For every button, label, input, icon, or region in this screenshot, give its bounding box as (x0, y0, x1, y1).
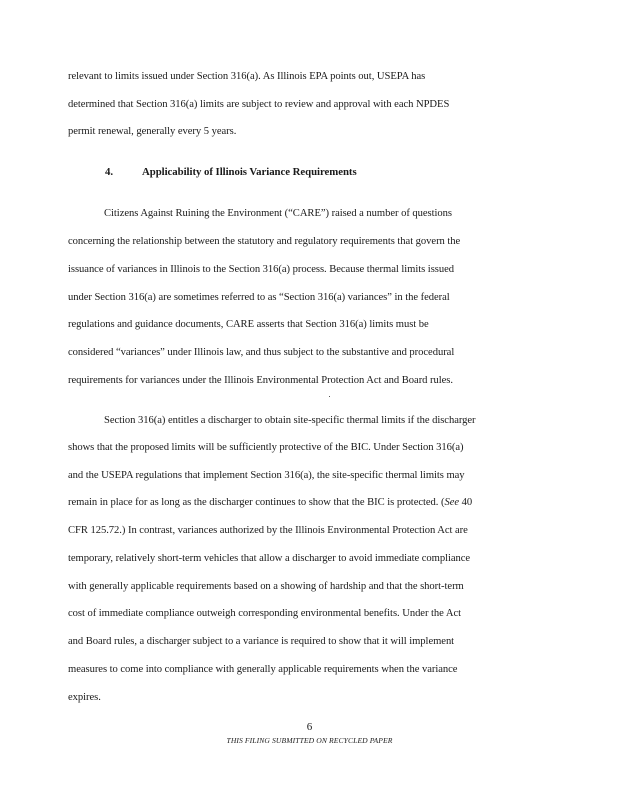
paragraph-1-line: determined that Section 316(a) limits are subject to review and approval with each NPDES (68, 99, 450, 110)
paragraph-3-line: CFR 125.72.) In contrast, variances authorized by the Illinois Environmental Protection Act are (68, 525, 468, 536)
paragraph-3-line: remain in place for as long as the discharger continues to show that the BIC is protected. (See 40 (68, 497, 473, 508)
scan-speck (329, 396, 330, 397)
paragraph-2-line: Citizens Against Ruining the Environment (“CARE”) raised a number of questions (104, 208, 452, 219)
paragraph-3-line: shows that the proposed limits will be sufficiently protective of the BIC. Under Section 316(a) (68, 442, 464, 453)
section-heading (105, 166, 425, 180)
paragraph-3-line: and the USEPA regulations that implement Section 316(a), the site-specific thermal limits may (68, 470, 465, 481)
section-title: Applicability of Illinois Variance Requirements (142, 166, 357, 178)
paragraph-1-line: permit renewal, generally every 5 years. (68, 126, 237, 137)
recycled-paper-footer: THIS FILING SUBMITTED ON RECYCLED PAPER (226, 736, 393, 745)
paragraph-3-line: expires. (68, 692, 101, 703)
paragraph-3-line: temporary, relatively short-term vehicles that allow a discharger to avoid immediate compliance (68, 553, 471, 564)
paragraph-3-line: with generally applicable requirements based on a showing of hardship and that the short-term (68, 581, 464, 592)
paragraph-3-line: measures to come into compliance with generally applicable requirements when the variance (68, 664, 458, 675)
paragraph-2-line: under Section 316(a) are sometimes referred to as “Section 316(a) variances” in the federal (68, 292, 450, 303)
page-number: 6 (306, 721, 313, 733)
paragraph-3-line: and Board rules, a discharger subject to a variance is required to show that it will implement (68, 636, 455, 647)
paragraph-3-line: cost of immediate compliance outweigh corresponding environmental benefits. Under the Act (68, 608, 461, 619)
paragraph-2-line: regulations and guidance documents, CARE asserts that Section 316(a) limits must be (68, 319, 429, 330)
paragraph-2-line: issuance of variances in Illinois to the Section 316(a) process. Because thermal limits issued (68, 264, 454, 275)
paragraph-1-line: relevant to limits issued under Section 316(a). As Illinois EPA points out, USEPA has (68, 71, 426, 82)
paragraph-2-line: considered “variances” under Illinois law, and thus subject to the substantive and procedural (68, 347, 455, 358)
paragraph-2-line: concerning the relationship between the statutory and regulatory requirements that govern the (68, 236, 461, 247)
section-number: 4. (105, 166, 113, 178)
paragraph-2-line: requirements for variances under the Illinois Environmental Protection Act and Board rules. (68, 375, 453, 386)
paragraph-3-line: Section 316(a) entitles a discharger to obtain site-specific thermal limits if the discharger (104, 415, 476, 426)
